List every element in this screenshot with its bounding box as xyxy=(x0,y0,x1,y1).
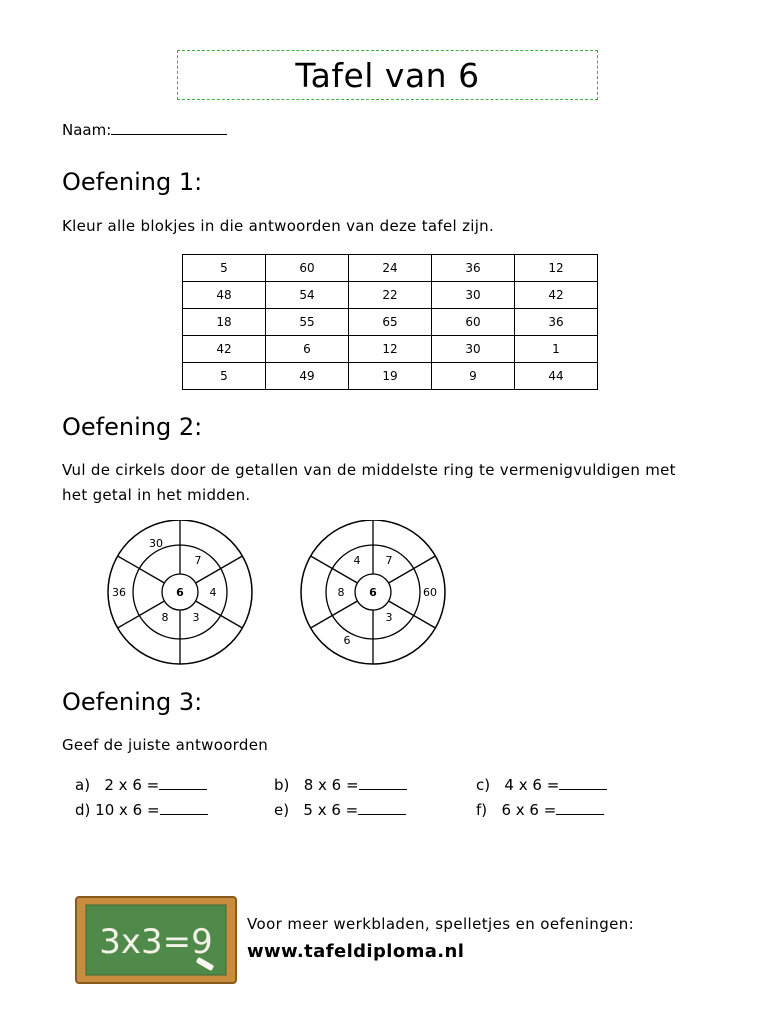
number-grid xyxy=(182,254,598,390)
circle-2-outer-right: 60 xyxy=(423,586,437,599)
grid-cell[interactable]: 22 xyxy=(349,282,432,309)
grid-cell[interactable]: 54 xyxy=(266,282,349,309)
grid-cell[interactable]: 60 xyxy=(266,255,349,282)
page-title: Tafel van 6 xyxy=(295,55,480,95)
grid-cell[interactable]: 42 xyxy=(183,336,266,363)
grid-row xyxy=(183,336,598,363)
question-e xyxy=(274,801,406,819)
circle-1-inner-bottom-left: 8 xyxy=(161,611,169,624)
exercise-3-heading: Oefening 3: xyxy=(62,688,203,716)
grid-cell[interactable]: 19 xyxy=(349,363,432,390)
question-d xyxy=(75,801,208,819)
grid-cell[interactable]: 6 xyxy=(266,336,349,363)
grid-cell[interactable]: 44 xyxy=(515,363,598,390)
question-c xyxy=(476,776,607,794)
answer-blank[interactable] xyxy=(556,802,604,815)
question-f xyxy=(476,801,604,819)
circle-1-center: 6 xyxy=(176,586,184,599)
answer-blank[interactable] xyxy=(358,802,406,815)
exercise-2-instruction-2: het getal in het midden. xyxy=(62,486,251,504)
answer-blank[interactable] xyxy=(159,777,207,790)
multiplication-circle-1 xyxy=(106,520,256,666)
name-label: Naam: xyxy=(62,121,112,139)
question-label: d) xyxy=(75,801,91,819)
grid-row xyxy=(183,363,598,390)
question-label: b) xyxy=(274,776,290,794)
grid-cell[interactable]: 18 xyxy=(183,309,266,336)
question-label: e) xyxy=(274,801,290,819)
grid-cell[interactable]: 65 xyxy=(349,309,432,336)
circle-1-outer-top-left: 30 xyxy=(149,537,163,550)
grid-cell[interactable]: 12 xyxy=(515,255,598,282)
circle-2-outer-bottom-left: 6 xyxy=(343,634,351,647)
circle-2-inner-top-right: 7 xyxy=(385,554,393,567)
title-box xyxy=(177,50,598,100)
circle-2-inner-bottom-right: 3 xyxy=(385,611,393,624)
circle-1-inner-right: 4 xyxy=(209,586,217,599)
exercise-3-instruction: Geef de juiste antwoorden xyxy=(62,736,269,754)
grid-row xyxy=(183,309,598,336)
grid-cell[interactable]: 1 xyxy=(515,336,598,363)
footer-url[interactable]: www.tafeldiploma.nl xyxy=(247,941,465,962)
question-a xyxy=(75,776,207,794)
grid-cell[interactable]: 55 xyxy=(266,309,349,336)
grid-cell[interactable]: 9 xyxy=(432,363,515,390)
question-expression: 5 x 6 = xyxy=(303,801,359,819)
question-label: f) xyxy=(476,801,488,819)
exercise-1-heading: Oefening 1: xyxy=(62,168,203,196)
answer-blank[interactable] xyxy=(160,802,208,815)
circle-1-outer-left: 36 xyxy=(112,586,126,599)
chalkboard-text: 3x3=9 xyxy=(99,922,213,962)
answer-blank[interactable] xyxy=(559,777,607,790)
circle-2-center: 6 xyxy=(369,586,377,599)
grid-cell[interactable]: 36 xyxy=(432,255,515,282)
circle-2-inner-top-left: 4 xyxy=(353,554,361,567)
grid-row xyxy=(183,282,598,309)
circle-2-inner-left: 8 xyxy=(337,586,345,599)
grid-cell[interactable]: 30 xyxy=(432,336,515,363)
grid-cell[interactable]: 42 xyxy=(515,282,598,309)
question-expression: 10 x 6 = xyxy=(95,801,160,819)
question-expression: 4 x 6 = xyxy=(504,776,560,794)
grid-cell[interactable]: 49 xyxy=(266,363,349,390)
exercise-1-instruction: Kleur alle blokjes in die antwoorden van deze tafel zijn. xyxy=(62,217,495,235)
question-label: a) xyxy=(75,776,91,794)
question-expression: 6 x 6 = xyxy=(501,801,557,819)
circle-1-inner-top-right: 7 xyxy=(194,554,202,567)
grid-cell[interactable]: 5 xyxy=(183,363,266,390)
answer-blank[interactable] xyxy=(359,777,407,790)
exercise-2-heading: Oefening 2: xyxy=(62,413,203,441)
multiplication-circle-2 xyxy=(299,520,449,666)
question-label: c) xyxy=(476,776,491,794)
grid-cell[interactable]: 60 xyxy=(432,309,515,336)
grid-cell[interactable]: 5 xyxy=(183,255,266,282)
grid-cell[interactable]: 12 xyxy=(349,336,432,363)
grid-cell[interactable]: 36 xyxy=(515,309,598,336)
question-expression: 2 x 6 = xyxy=(104,776,160,794)
chalkboard-logo xyxy=(72,893,240,987)
question-b xyxy=(274,776,407,794)
grid-cell[interactable]: 30 xyxy=(432,282,515,309)
name-line xyxy=(111,120,227,135)
grid-cell[interactable]: 48 xyxy=(183,282,266,309)
grid-row xyxy=(183,255,598,282)
question-expression: 8 x 6 = xyxy=(303,776,359,794)
grid-cell[interactable]: 24 xyxy=(349,255,432,282)
circle-1-inner-bottom-right: 3 xyxy=(192,611,200,624)
exercise-2-instruction-1: Vul de cirkels door de getallen van de middelste ring te vermenigvuldigen met xyxy=(62,461,676,479)
footer-text: Voor meer werkbladen, spelletjes en oefeningen: xyxy=(247,915,635,933)
name-field xyxy=(62,120,227,139)
